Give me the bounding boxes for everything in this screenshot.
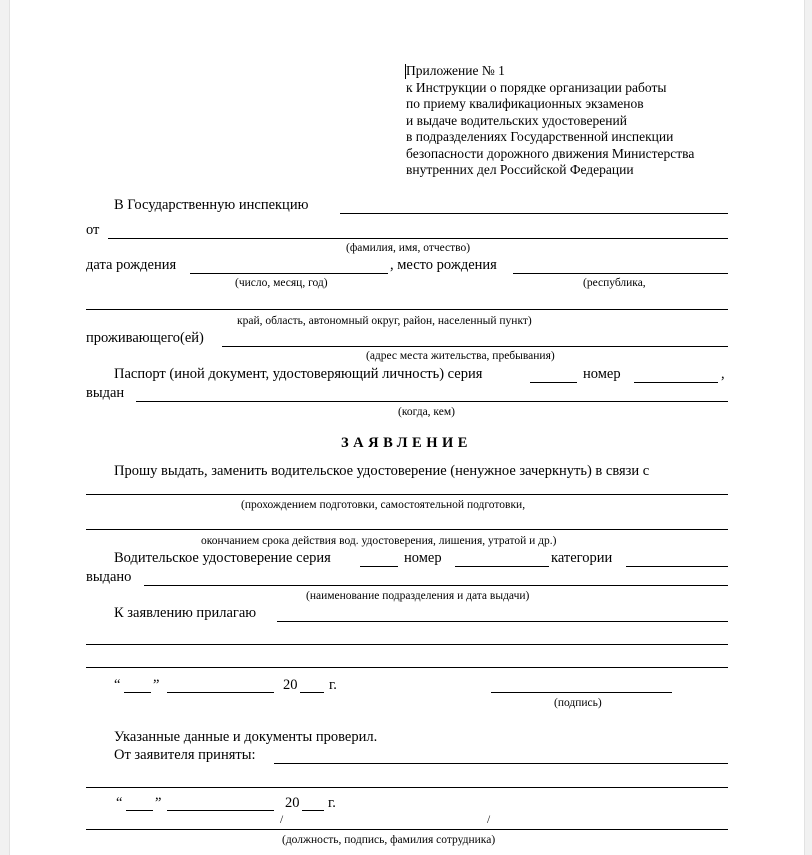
birth-date-label: дата рождения xyxy=(86,257,177,273)
appendix-line: к Инструкции о порядке организации работы xyxy=(406,79,667,95)
reason-hint-1: (прохождением подготовки, самостоятельной подготовки, xyxy=(241,499,526,511)
year-prefix-2: 20 xyxy=(285,795,300,811)
inspection-field[interactable] xyxy=(340,213,728,214)
checked-text: Указанные данные и документы проверил. xyxy=(114,729,378,745)
to-inspection-label: В Государственную инспекцию xyxy=(114,197,309,213)
residing-label: проживающего(ей) xyxy=(86,330,204,346)
year-suffix: г. xyxy=(329,677,337,693)
license-number-label: номер xyxy=(404,550,442,566)
quote-close: ” xyxy=(153,677,160,693)
signature-field[interactable] xyxy=(491,692,672,693)
from-label: от xyxy=(86,222,100,238)
year-prefix: 20 xyxy=(283,677,298,693)
appendix-line: по приему квалификационных экзаменов xyxy=(406,96,644,111)
reason-field-continued[interactable] xyxy=(86,529,728,530)
reason-field[interactable] xyxy=(86,494,728,495)
address-hint: (адрес места жительства, пребывания) xyxy=(366,350,555,362)
passport-label: Паспорт (иной документ, удостоверяющий личность) серия xyxy=(114,366,483,382)
date-hint: (число, месяц, год) xyxy=(235,277,328,289)
reason-hint-2: окончанием срока действия вод. удостоверения, лишения, утратой и др.) xyxy=(201,535,557,547)
passport-issued-field[interactable] xyxy=(136,401,728,402)
license-issued-field[interactable] xyxy=(144,585,728,586)
slash-1: / xyxy=(280,814,284,826)
appendix-line: внутренних дел Российской Федерации xyxy=(406,162,634,177)
license-number-field[interactable] xyxy=(455,566,549,567)
slash-2: / xyxy=(487,814,491,826)
birth-place-label: , место рождения xyxy=(390,257,497,273)
birth-place-field[interactable] xyxy=(513,273,728,274)
quote-open: “ xyxy=(114,677,121,693)
passport-number-field[interactable] xyxy=(634,382,718,383)
license-issued-hint: (наименование подразделения и дата выдачи) xyxy=(306,590,530,602)
appendix-block xyxy=(406,63,694,179)
accepted-field-line-2[interactable] xyxy=(86,787,728,788)
employee-field[interactable] xyxy=(86,829,728,830)
birth-place-field-continued[interactable] xyxy=(86,309,728,310)
attachments-field[interactable] xyxy=(277,621,728,622)
fio-hint: (фамилия, имя, отчество) xyxy=(346,242,471,254)
appendix-line: и выдаче водительских удостоверений xyxy=(406,112,627,128)
year-field-2[interactable] xyxy=(302,810,324,811)
document-page xyxy=(9,0,805,855)
passport-series-field[interactable] xyxy=(530,382,577,383)
month-field[interactable] xyxy=(167,692,274,693)
license-series-label: Водительское удостоверение серия xyxy=(114,550,331,566)
license-issued-label: выдано xyxy=(86,569,132,585)
attachments-field-line-2[interactable] xyxy=(86,644,728,645)
year-field[interactable] xyxy=(300,692,324,693)
issued-hint: (когда, кем) xyxy=(398,406,455,418)
appendix-line: Приложение № 1 xyxy=(406,63,505,78)
appendix-line: безопасности дорожного движения Министерства xyxy=(406,145,695,161)
categories-label: категории xyxy=(551,550,613,566)
accepted-field[interactable] xyxy=(274,763,728,764)
region-hint: край, область, автономный округ, район, населенный пункт) xyxy=(237,315,532,327)
day-field-2[interactable] xyxy=(126,810,153,811)
issued-label: выдан xyxy=(86,385,125,401)
request-text: Прошу выдать, заменить водительское удостоверение (ненужное зачеркнуть) в связи с xyxy=(114,463,650,479)
employee-hint: (должность, подпись, фамилия сотрудника) xyxy=(282,834,496,846)
signature-hint: (подпись) xyxy=(554,697,602,709)
year-suffix-2: г. xyxy=(328,795,336,811)
statement-title: ЗАЯВЛЕНИЕ xyxy=(341,435,472,451)
month-field-2[interactable] xyxy=(167,810,274,811)
accepted-label: От заявителя приняты: xyxy=(114,747,256,763)
license-series-field[interactable] xyxy=(360,566,398,567)
comma: , xyxy=(721,366,725,382)
quote-close-2: ” xyxy=(155,795,162,811)
fio-field[interactable] xyxy=(108,238,728,239)
birth-date-field[interactable] xyxy=(190,273,388,274)
day-field[interactable] xyxy=(124,692,151,693)
appendix-line: в подразделениях Государственной инспекции xyxy=(406,129,674,144)
attachments-field-line-3[interactable] xyxy=(86,667,728,668)
attach-label: К заявлению прилагаю xyxy=(114,605,257,621)
quote-open-2: “ xyxy=(116,795,123,811)
republic-hint: (республика, xyxy=(583,277,646,289)
address-field[interactable] xyxy=(222,346,728,347)
categories-field[interactable] xyxy=(626,566,728,567)
passport-number-label: номер xyxy=(583,366,621,382)
